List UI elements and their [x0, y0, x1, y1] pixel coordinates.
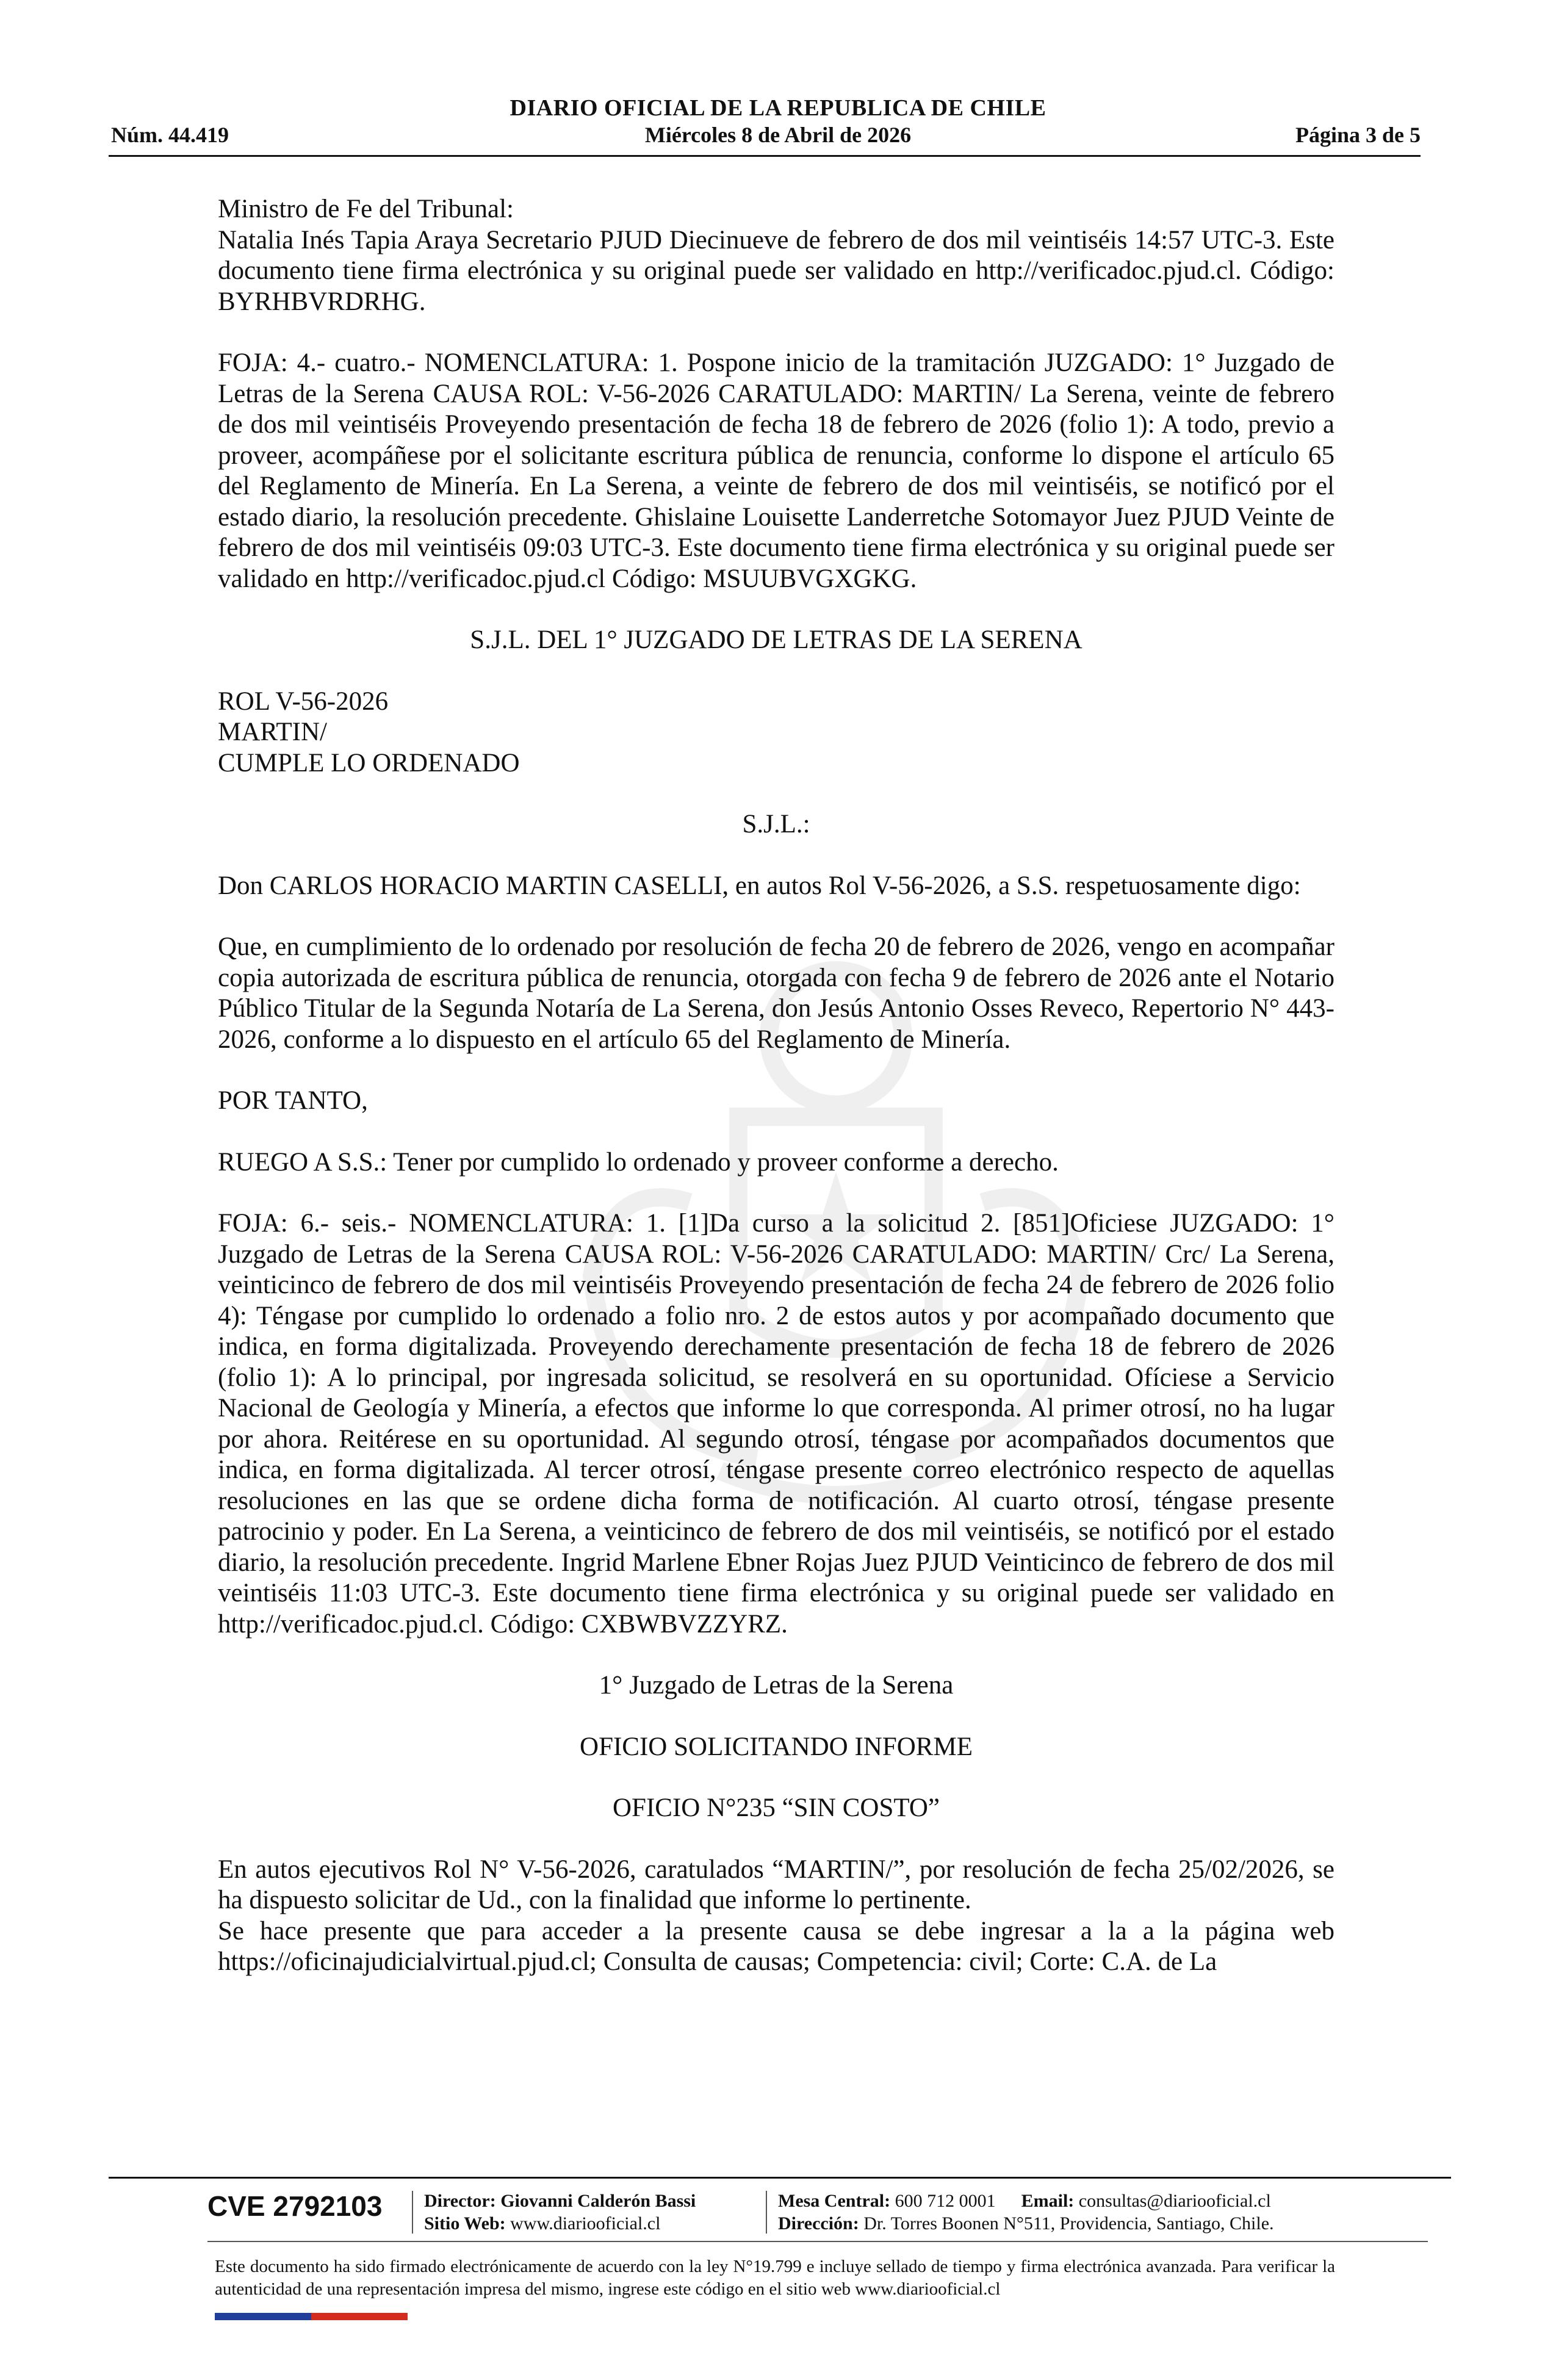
gazette-title: DIARIO OFICIAL DE LA REPUBLICA DE CHILE — [510, 95, 1046, 121]
flag-blue-segment — [215, 2313, 311, 2320]
case-reference — [218, 687, 1334, 779]
director-name: Giovanni Calderón Bassi — [500, 2191, 696, 2211]
cve-code: CVE 2792103 — [207, 2190, 383, 2222]
signature-block-1 — [218, 194, 1334, 317]
address-value: Dr. Torres Boonen N°511, Providencia, Santiago, Chile. — [863, 2213, 1274, 2234]
court-heading: S.J.L. DEL 1° JUZGADO DE LETRAS DE LA SERENA — [470, 626, 1082, 654]
document-body — [218, 194, 1334, 1978]
salutation: S.J.L.: — [742, 810, 810, 838]
paragraph: Que, en cumplimiento de lo ordenado por resolución de fecha 20 de febrero de 2026, vengo en acompañar copia autorizada de escritura pública de renuncia, otorgada con fecha 9 de febrero de 2026 ante el Notario Público Titular de la Segunda Notaría de La Serena, don Jesús Antonio Osses Reveco, Repertorio N° 443-2026, conforme a lo dispuesto en el artículo 65 del Reglamento de Minería. — [218, 932, 1334, 1054]
flag-stripe — [215, 2313, 408, 2320]
case-party: MARTIN/ — [218, 718, 327, 746]
issue-number: Núm. 44.419 — [111, 123, 229, 147]
section-title: Ministro de Fe del Tribunal: — [218, 195, 514, 223]
footer-legal-note: Este documento ha sido firmado electrónicamente de acuerdo con la ley N°19.799 e incluye sellado de tiempo y firma electrónica avanzada. Para verificar la autenticidad de una representación impresa del mismo, ingrese este código en el sitio web www.diariooficial.cl — [215, 2257, 1335, 2299]
email-label: Email: — [1021, 2191, 1075, 2211]
paragraph: FOJA: 6.- seis.- NOMENCLATURA: 1. [1]Da curso a la solicitud 2. [851]Oficiese JUZGADO: 1° Juzgado de Letras de la Serena CAUSA ROL: V-56-2026 CARATULADO: MARTIN/ Crc/ La Serena, veinticinco de febrero de dos mil veintiséis Proveyendo presentación de fecha 24 de febrero de 2026 folio 4): Téngase por cumplido lo ordenado a folio nro. 2 de estos autos y por acompañado documento que indica, en forma digitalizada. Proveyendo derechamente presentación de fecha 18 de febrero de 2026 (folio 1): A lo principal, por ingresada solicitud, se resolverá en su oportunidad. Ofíciese a Servicio Nacional de Geología y Minería, a efectos que informe lo que corresponda. Al primer otrosí, no ha lugar por ahora. Reitérese en su oportunidad. Al segundo otrosí, téngase por acompañados documentos que indica, en forma digitalizada. Al tercer otrosí, téngase presente correo electrónico respecto de aquellas resoluciones en las que se ordene dicha forma de notificación. Al cuarto otrosí, téngase presente patrocinio y poder. En La Serena, a veinticinco de febrero de dos mil veintiséis, se notificó por el estado diario, la resolución precedente. Ingrid Marlene Ebner Rojas Juez PJUD Veinticinco de febrero de dos mil veintiséis 11:03 UTC-3. Este documento tiene firma electrónica y su original puede ser validado en http://verificadoc.pjud.cl. Código: CXBWBVZZYRZ. — [218, 1209, 1334, 1639]
footer-contact-block — [778, 2190, 1274, 2235]
phone-number: 600 712 0001 — [895, 2191, 996, 2211]
issue-date: Miércoles 8 de Abril de 2026 — [644, 123, 912, 147]
footer-divider-2 — [207, 2241, 1428, 2242]
paragraph: En autos ejecutivos Rol N° V-56-2026, caratulados “MARTIN/”, por resolución de fecha 25/02/2026, se ha dispuesto solicitar de Ud., con la finalidad que informe lo pertinente. — [218, 1855, 1334, 1914]
centered-heading: 1° Juzgado de Letras de la Serena — [599, 1671, 954, 1700]
flag-red-segment — [311, 2313, 408, 2320]
case-subject: CUMPLE LO ORDENADO — [218, 748, 520, 777]
email-link[interactable]: consultas@diariooficial.cl — [1078, 2191, 1271, 2211]
footer-separator — [412, 2191, 413, 2234]
case-rol: ROL V-56-2026 — [218, 687, 389, 716]
site-link[interactable]: www.diariooficial.cl — [510, 2213, 661, 2234]
centered-heading: OFICIO N°235 “SIN COSTO” — [613, 1794, 940, 1822]
header-divider — [109, 155, 1421, 157]
paragraph: Don CARLOS HORACIO MARTIN CASELLI, en autos Rol V-56-2026, a S.S. respetuosamente digo: — [218, 871, 1301, 900]
paragraph: Natalia Inés Tapia Araya Secretario PJUD Diecinueve de febrero de dos mil veintiséis 14:57 UTC-3. Este documento tiene firma electrónica y su original puede ser validado en http://verificadoc.pjud.cl. Código: BYRHBVRDRHG. — [218, 225, 1334, 316]
paragraph: RUEGO A S.S.: Tener por cumplido lo ordenado y proveer conforme a derecho. — [218, 1147, 1059, 1177]
footer-separator — [766, 2191, 767, 2234]
site-label: Sitio Web: — [424, 2213, 506, 2234]
director-label: Director: — [424, 2191, 496, 2211]
centered-heading: OFICIO SOLICITANDO INFORME — [580, 1732, 973, 1761]
phone-label: Mesa Central: — [778, 2191, 891, 2211]
footer-divider — [109, 2177, 1451, 2179]
paragraph: Se hace presente que para acceder a la presente causa se debe ingresar a la a la página web https://oficinajudicialvirtual.pjud.cl; Consulta de causas; Competencia: civil; Corte: C.A. de La — [218, 1916, 1334, 1976]
footer-director-block — [424, 2190, 696, 2235]
paragraph: FOJA: 4.- cuatro.- NOMENCLATURA: 1. Pospone inicio de la tramitación JUZGADO: 1° Juzgado de Letras de la Serena CAUSA ROL: V-56-2026 CARATULADO: MARTIN/ La Serena, veinte de febrero de dos mil veintiséis Proveyendo presentación de fecha 18 de febrero de 2026 (folio 1): A todo, previo a proveer, acompáñese por el solicitante escritura pública de renuncia, conforme lo dispone el artículo 65 del Reglamento de Minería. En La Serena, a veinte de febrero de dos mil veintiséis, se notificó por el estado diario, la resolución precedente. Ghislaine Louisette Landerretche Sotomayor Juez PJUD Veinte de febrero de dos mil veintiséis 09:03 UTC-3. Este documento tiene firma electrónica y su original puede ser validado en http://verificadoc.pjud.cl Código: MSUUBVGXGKG. — [218, 348, 1334, 593]
page-number: Página 3 de 5 — [1295, 123, 1421, 147]
address-label: Dirección: — [778, 2213, 859, 2234]
paragraph: POR TANTO, — [218, 1086, 368, 1115]
